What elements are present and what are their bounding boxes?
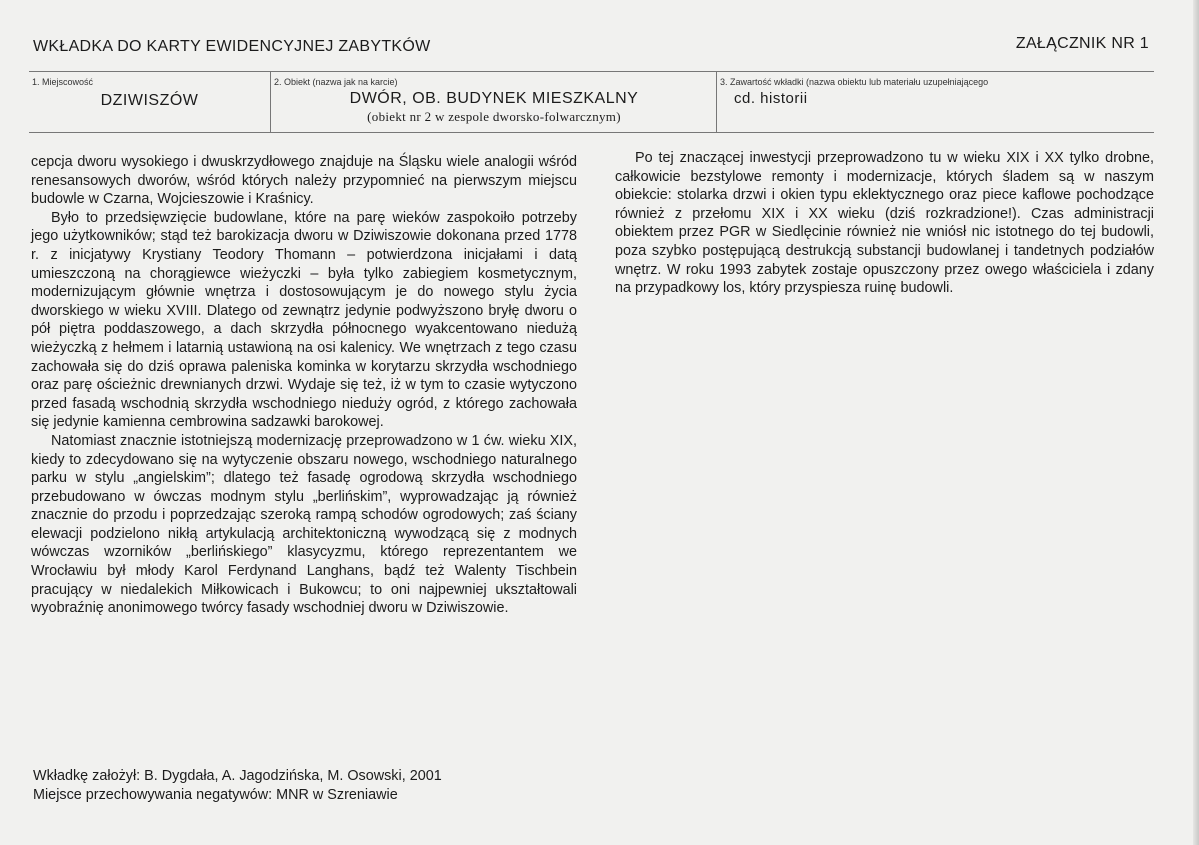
paragraph: cepcja dworu wysokiego i dwuskrzydłowego znajduje na Śląsku wiele analogii wśród renesansowych dworów, wśród których należy przypomnieć na pierwszym miejscu budowle w Czarna, Wojcieszowie i Kraśnicy.	[31, 154, 577, 208]
footer-negatives: Miejsce przechowywania negatywów: MNR w Szreniawie	[33, 786, 398, 803]
field-object-label: 2. Obiekt (nazwa jak na karcie)	[274, 77, 398, 87]
field-object-subtitle: (obiekt nr 2 w zespole dworsko-folwarcznym)	[367, 109, 621, 124]
scan-edge	[1193, 0, 1199, 845]
field-object	[270, 72, 717, 132]
page-title: WKŁADKA DO KARTY EWIDENCYJNEJ ZABYTKÓW	[33, 38, 431, 55]
footer	[33, 767, 442, 804]
paragraph: Po tej znaczącej inwestycji przeprowadzono tu w wieku XIX i XX tylko drobne, całkowicie bezstylowe remonty i modernizacje, których śladem są w naszym obiekcie: stolarka drzwi i okien typu eklektycznego oraz piece kaflowe pochodzące również z przełomu XIX i XX wieku (dziś rozkradzione!). Czas administracji obiektem przez PGR w Siedlęcinie również nie wniósł nic istotnego do tej budowli, poza szybko postępującą destrukcją substancji budowlanej i tandetnych podziałów wnętrz. W roku 1993 zabytek zostaje opuszczony przez owego właściciela i zdany na przypadkowy los, który przyspiesza ruinę budowli.	[615, 150, 1154, 297]
paragraph: Było to przedsięwzięcie budowlane, które na parę wieków zaspokoiło potrzeby jego użytkowników; stąd też barokizacja dworu w Dziwiszowie dokonana przed 1778 r. z inicjatywy Krystiany Teodory Thomann – potwierdzona inicjałami i datą umieszczoną na chorągiewce wieżyczki – była tylko zabiegiem kosmetycznym, modernizującym głównie wnętrza i dostosowującym je do nowego stylu życia dworskiego w wieku XVIII. Dlatego od zewnątrz jedynie podwyższono bryłę dworu o pół piętra poddaszowego, a dach skrzydła północnego wyakcentowano niedużą wieżyczką z hełmem i latarnią ustawioną na osi kalenicy. We wnętrzach z tego czasu zachowała się do dziś oprawa paleniska kominka w korytarzu skrzydła wschodniego oraz parę ościeżnic drewnianych drzwi. Wydaje się też, iż w tym to czasie wytyczono przed fasadą wschodnią skrzydła wschodniego nieduży ogród, z którego zachowała się jedynie kamienna cembrowina sadzawki barokowej.	[31, 209, 577, 431]
field-content-label: 3. Zawartość wkładki (nazwa obiektu lub materiału uzupełniającego	[720, 77, 989, 87]
field-content-value: cd. historii	[734, 90, 808, 107]
annex-label: ZAŁĄCZNIK NR 1	[1015, 35, 1149, 52]
field-locality	[29, 72, 270, 132]
text-column-left	[31, 153, 577, 618]
footer-author: Wkładkę założył: B. Dygdała, A. Jagodzińska, M. Osowski, 2001	[33, 768, 442, 784]
header-fields	[29, 71, 1154, 133]
field-locality-label: 1. Miejscowość	[32, 77, 94, 87]
paragraph: Natomiast znacznie istotniejszą modernizację przeprowadzono w 1 ćw. wieku XIX, kiedy to zdecydowano się na wytyczenie obszaru nowego, wschodniego naturalnego parku w stylu „angielskim”; dlatego też fasadę ogrodową skrzydła wschodniego przebudowano w ówczas modnym stylu „berlińskim”, wyprowadzając ją również znacznie do przodu i poprzedzając szeroką rampą schodów ogrodowych; zaś ściany elewacji podzielono nikłą artykulacją architektoniczną wywodzącą się z modnych wówczas wzorników „berlińskiego” klasycyzmu, którego reprezentantem we Wrocławiu był młody Karol Ferdynand Langhans, bądź też Walenty Tischbein pracujący w niedalekich Miłkowicach i Bukowcu; to oni najpewniej ukształtowali wyobraźnię anonimowego twórcy fasady wschodniej dworu w Dziwiszowie.	[31, 432, 577, 617]
field-content	[716, 72, 1155, 132]
field-object-value: DWÓR, OB. BUDYNEK MIESZKALNY	[349, 90, 639, 107]
field-locality-value: DZIWISZÓW	[100, 92, 199, 109]
text-column-right	[615, 149, 1154, 298]
